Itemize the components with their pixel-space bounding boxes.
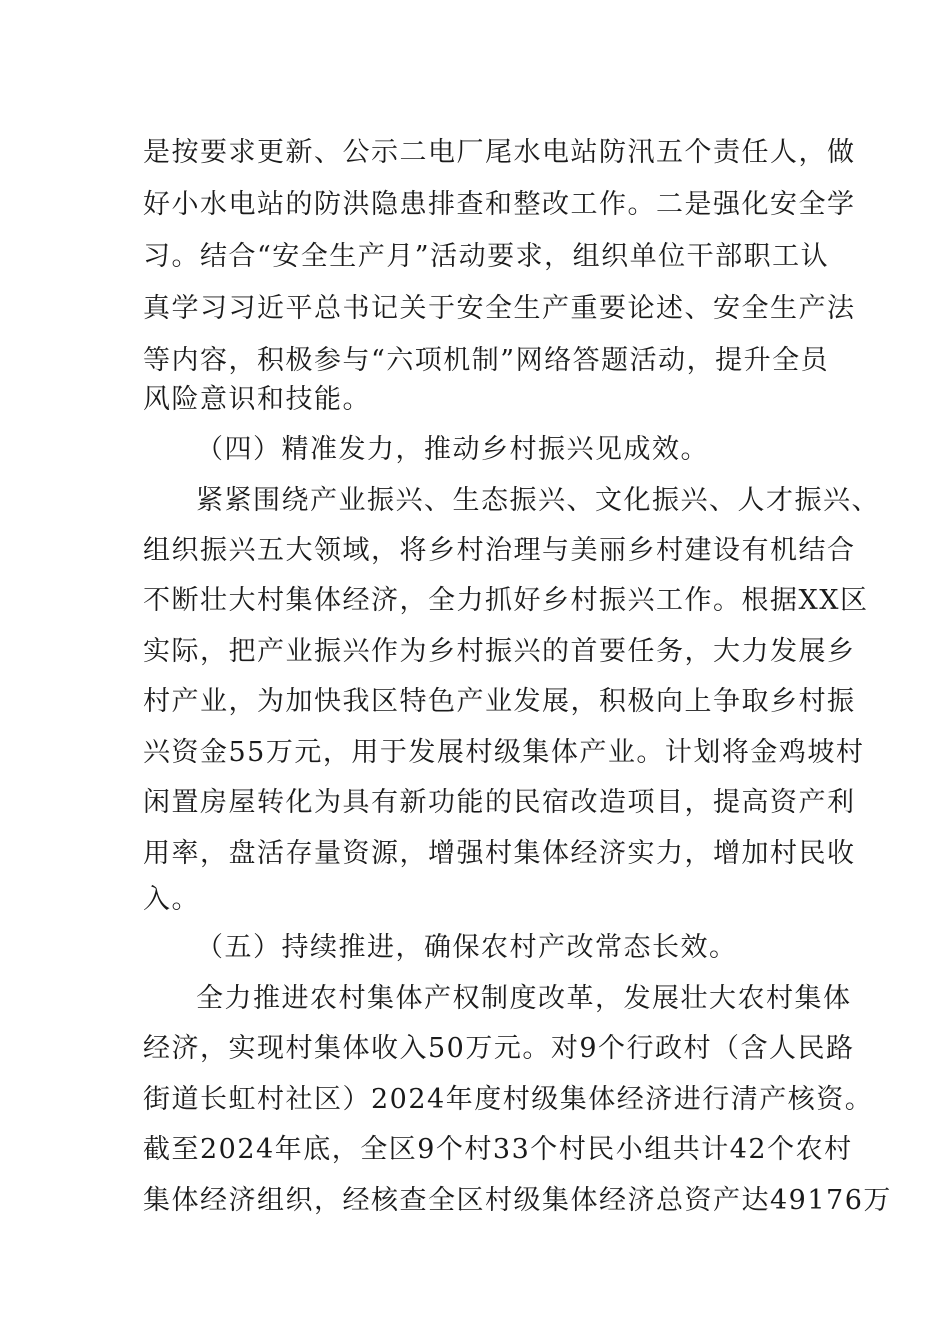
paragraph-line: 闲置房屋转化为具有新功能的民宿改造项目，提高资产利 bbox=[143, 787, 856, 818]
paragraph-line: 用率，盘活存量资源，增强村集体经济实力，增加村民收 bbox=[143, 838, 856, 869]
paragraph-line: 经济，实现村集体收入50万元。对9个行政村（含人民路 bbox=[143, 1033, 855, 1064]
paragraph-line: 不断壮大村集体经济，全力抓好乡村振兴工作。根据XX区 bbox=[143, 585, 869, 616]
paragraph-line: 好小水电站的防洪隐患排查和整改工作。二是强化安全学 bbox=[143, 189, 856, 220]
paragraph-line: 实际，把产业振兴作为乡村振兴的首要任务，大力发展乡 bbox=[143, 636, 856, 667]
paragraph-line: 全力推进农村集体产权制度改革，发展壮大农村集体 bbox=[196, 983, 852, 1014]
paragraph-line: 集体经济组织，经核查全区村级集体经济总资产达49176万 bbox=[143, 1185, 892, 1216]
section-heading: （四）精准发力，推动乡村振兴见成效。 bbox=[196, 434, 709, 465]
section-heading: （五）持续推进，确保农村产改常态长效。 bbox=[196, 932, 738, 963]
paragraph-line: 兴资金55万元，用于发展村级集体产业。计划将金鸡坡村 bbox=[143, 737, 865, 768]
paragraph-line: 入。 bbox=[143, 884, 200, 915]
paragraph-line: 截至2024年底，全区9个村33个村民小组共计42个农村 bbox=[143, 1134, 853, 1165]
paragraph-line: 真学习习近平总书记关于安全生产重要论述、安全生产法 bbox=[143, 293, 856, 324]
paragraph-line: 街道长虹村社区）2024年度村级集体经济进行清产核资。 bbox=[143, 1084, 874, 1115]
paragraph-line: 是按要求更新、公示二电厂尾水电站防汛五个责任人，做 bbox=[143, 137, 856, 168]
paragraph-line: 习。结合“安全生产月”活动要求，组织单位干部职工认 bbox=[143, 241, 830, 272]
paragraph-line: 紧紧围绕产业振兴、生态振兴、文化振兴、人才振兴、 bbox=[196, 485, 880, 516]
paragraph-line: 村产业，为加快我区特色产业发展，积极向上争取乡村振 bbox=[143, 686, 856, 717]
paragraph-line: 组织振兴五大领域，将乡村治理与美丽乡村建设有机结合 bbox=[143, 535, 856, 566]
paragraph-line: 风险意识和技能。 bbox=[143, 384, 371, 415]
paragraph-line: 等内容，积极参与“六项机制”网络答题活动，提升全员 bbox=[143, 345, 830, 376]
